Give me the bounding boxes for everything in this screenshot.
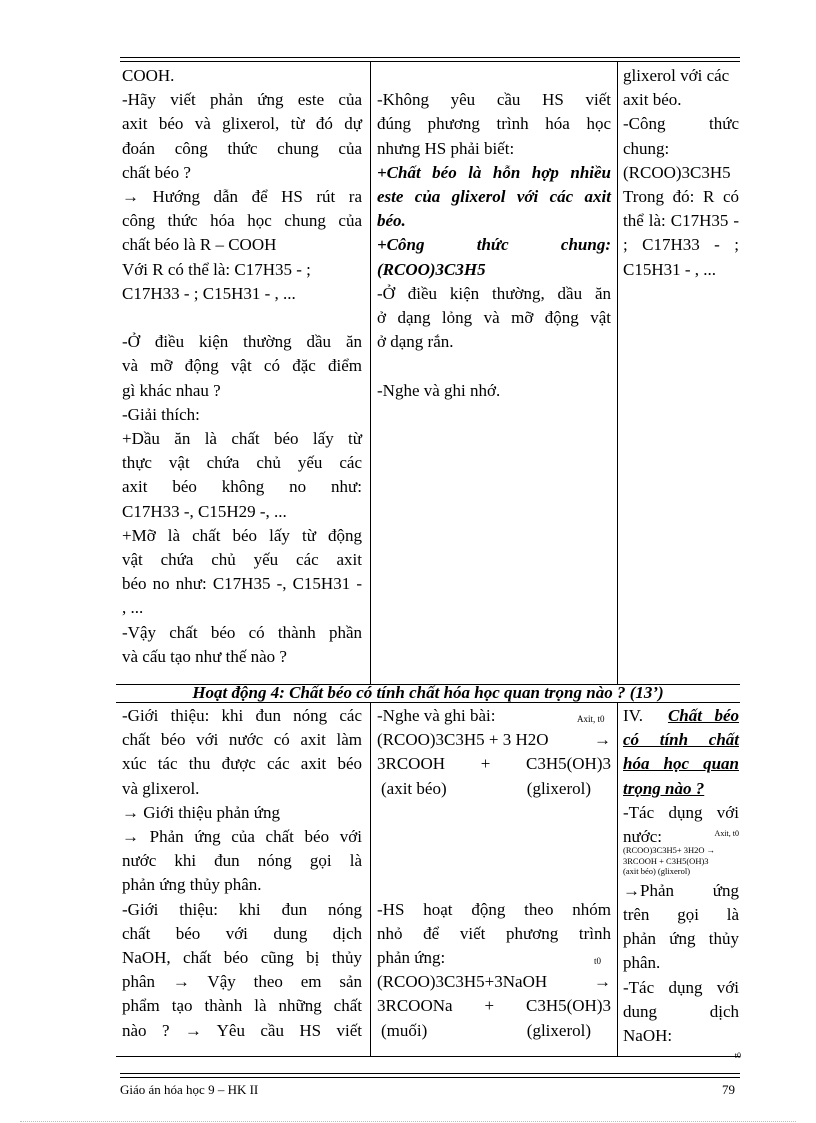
equation-1-labels: (axit béo) (glixerol) — [381, 778, 591, 798]
text-line: -Vậy chất béo có thành phần — [122, 622, 362, 642]
text-line — [377, 354, 611, 378]
text-line: phản ứng thủy phân. — [122, 875, 262, 895]
text-line: béo. — [377, 211, 406, 231]
footer-title: Giáo án hóa học 9 – HK II — [120, 1082, 259, 1097]
heading-text: có tính chất — [623, 730, 739, 750]
text-line — [377, 801, 611, 825]
heading-line — [623, 704, 739, 728]
text-line: phản ứng: — [377, 948, 446, 968]
heading-text: Chất béo — [667, 706, 740, 725]
text-line: +Dầu ăn là chất béo lấy từ — [122, 429, 362, 449]
text-line: C15H31 - , ... — [623, 259, 717, 279]
text-line: thể là: C17H35 - — [623, 211, 739, 231]
text-line: nào ? → Yêu cầu HS viết — [122, 1020, 362, 1040]
notes-cell-2 — [623, 704, 741, 1060]
text-line: nhưng HS phải biết: — [377, 138, 515, 158]
text-line: -Ở điều kiện thường, dầu ăn — [377, 283, 611, 303]
text-line: thực vật chứa chủ yếu các — [122, 453, 362, 473]
text-line: chất béo là R – COOH — [122, 235, 277, 255]
text-line: , ... — [122, 598, 144, 618]
section-title: Hoạt động 4: Chất béo có tính chất hóa học quan trọng nào ? (13’) — [192, 683, 664, 702]
equation-1-reactants: (RCOO)3C3H5 + 3 H2O → — [377, 730, 611, 750]
student-activity-cell — [377, 64, 611, 403]
table-vline-3 — [370, 702, 371, 1056]
text-line: nước khi đun nóng gọi là — [122, 851, 362, 871]
text-line — [377, 873, 611, 897]
text-line: và mỡ động vật có đặc điểm — [122, 356, 362, 376]
text-line: chất béo với dung dịch — [122, 923, 362, 943]
text-line: gì khác nhau ? — [122, 380, 221, 400]
text-line: xúc tác thu được các axit béo — [122, 754, 362, 774]
teacher-activity-cell — [122, 64, 362, 669]
text-line: → Hướng dẫn để HS rút ra — [122, 187, 362, 207]
text-line: và glixerol. — [122, 778, 200, 798]
table-vline-1 — [370, 62, 371, 684]
equation-2-products: 3RCOONa + C3H5(OH)3 — [377, 996, 611, 1016]
text-line: C17H33 -, C15H29 -, ... — [122, 501, 287, 521]
heading-number: IV. — [623, 706, 643, 725]
text-line: +Chất béo là hỗn hợp nhiều — [377, 162, 611, 182]
text-line: chất béo ? — [122, 162, 191, 182]
text-line: -Tác dụng với — [623, 802, 739, 822]
text-line: glixerol với các — [623, 66, 730, 85]
tiny-equation: (RCOO)3C3H5+ 3H2O → 3RCOOH + C3H5(OH)3 (axit béo) (glixerol) — [623, 845, 716, 877]
end-condition: t0 — [734, 1051, 741, 1060]
text-line: -HS hoạt động theo nhóm — [377, 899, 611, 919]
text-line: -Ở điều kiện thường dầu ăn — [122, 332, 362, 352]
text-line: -Hãy viết phản ứng este của — [122, 90, 362, 110]
text-line: chất béo với nước có axit làm — [122, 730, 362, 750]
text-line: -Giải thích: — [122, 404, 200, 424]
header-rule-bottom — [120, 61, 740, 62]
header-rule-top — [120, 57, 740, 58]
text-line: nhỏ để viết phương trình — [377, 923, 611, 943]
table-vline-4 — [617, 702, 618, 1056]
reaction-condition-2: t0 — [594, 956, 602, 966]
equation-2-reactants: (RCOO)3C3H5+3NaOH → — [377, 972, 611, 992]
teacher-activity-cell-2 — [122, 704, 362, 1043]
page-edge-dots — [20, 1121, 796, 1122]
text-line: -Tác dụng với — [623, 977, 739, 997]
heading-text: trọng nào ? — [623, 778, 705, 798]
text-line: COOH. — [122, 66, 175, 85]
text-line: dung dịch — [623, 1001, 739, 1021]
text-line: → Phản ứng của chất béo với — [122, 827, 362, 847]
text-line: →Phản ứng — [623, 880, 739, 900]
text-line: este của glixerol với các axit — [377, 187, 611, 207]
text-line: axit béo và glixerol, từ đó dự — [122, 114, 362, 134]
text-line: ở dạng rắn. — [377, 332, 454, 352]
text-line: ; C17H33 - ; — [623, 235, 739, 255]
text-line: (RCOO)3C3H5 — [623, 162, 731, 182]
text-line: axit béo. — [623, 90, 682, 110]
equation-2-labels: (muối) (glixerol) — [381, 1020, 591, 1040]
text-line: +Mỡ là chất béo lấy từ động — [122, 525, 362, 545]
text-line — [377, 825, 611, 849]
text-line: -Nghe và ghi nhớ. — [377, 380, 501, 400]
text-line: phẩm tạo thành là những chất — [122, 996, 362, 1016]
text-line: -Không yêu cầu HS viết — [377, 90, 611, 110]
equation-1-products: 3RCOOH + C3H5(OH)3 — [377, 754, 611, 774]
text-line: NaOH, chất béo cũng bị thủy — [122, 948, 362, 968]
text-line: NaOH: — [623, 1025, 673, 1045]
text-line: -Giới thiệu: khi đun nóng các — [122, 706, 362, 725]
text-line — [122, 306, 362, 330]
text-line: phản ứng thủy — [623, 929, 739, 949]
text-line: phân → Vậy theo em sản — [122, 972, 362, 992]
text-line: C17H33 - ; C15H31 - , ... — [122, 283, 296, 303]
text-line — [377, 64, 611, 88]
text-line: nước: — [623, 827, 662, 847]
footer-rule-bottom — [120, 1077, 740, 1078]
text-line: chung: — [623, 138, 670, 158]
text-line: và cấu tạo như thế nào ? — [122, 646, 287, 666]
table-bottom-line — [116, 1056, 740, 1057]
text-line: trên gọi là — [623, 904, 739, 924]
text-line: đúng phương trình hóa học — [377, 114, 611, 134]
text-line: +Công thức chung: — [377, 235, 611, 255]
notes-cell — [623, 64, 739, 282]
text-line: (RCOO)3C3H5 — [377, 259, 486, 279]
text-line: → Giới thiệu phản ứng — [122, 802, 280, 822]
page-number: 79 — [722, 1082, 735, 1097]
text-line: béo no như: C17H35 -, C15H31 - — [122, 574, 362, 594]
text-line: phân. — [623, 953, 661, 973]
reaction-condition-1: Axit, t0 — [577, 714, 605, 724]
footer-rule-top — [120, 1073, 740, 1074]
text-line: ở dạng lỏng và mỡ động vật — [377, 308, 611, 328]
heading-text: hóa học quan — [623, 754, 739, 774]
text-line: Với R có thể là: C17H35 - ; — [122, 259, 311, 279]
table-vline-2 — [617, 62, 618, 684]
text-line: -Công thức — [623, 114, 739, 134]
text-line: vật chứa chủ yếu các axit — [122, 550, 362, 570]
text-line: công thức hóa học chung của — [122, 211, 362, 231]
text-line: Trong đó: R có — [623, 187, 739, 207]
text-line: axit béo không no như: — [122, 477, 362, 497]
text-line — [377, 849, 611, 873]
student-activity-cell-2 — [377, 704, 611, 1054]
text-line: -Giới thiệu: khi đun nóng — [122, 899, 362, 919]
text-line: -Nghe và ghi bài: — [377, 706, 496, 725]
tiny-equation-block — [623, 825, 739, 849]
text-line: đoán công thức chung của — [122, 138, 362, 158]
tiny-condition: Axit, t0 — [714, 829, 739, 839]
